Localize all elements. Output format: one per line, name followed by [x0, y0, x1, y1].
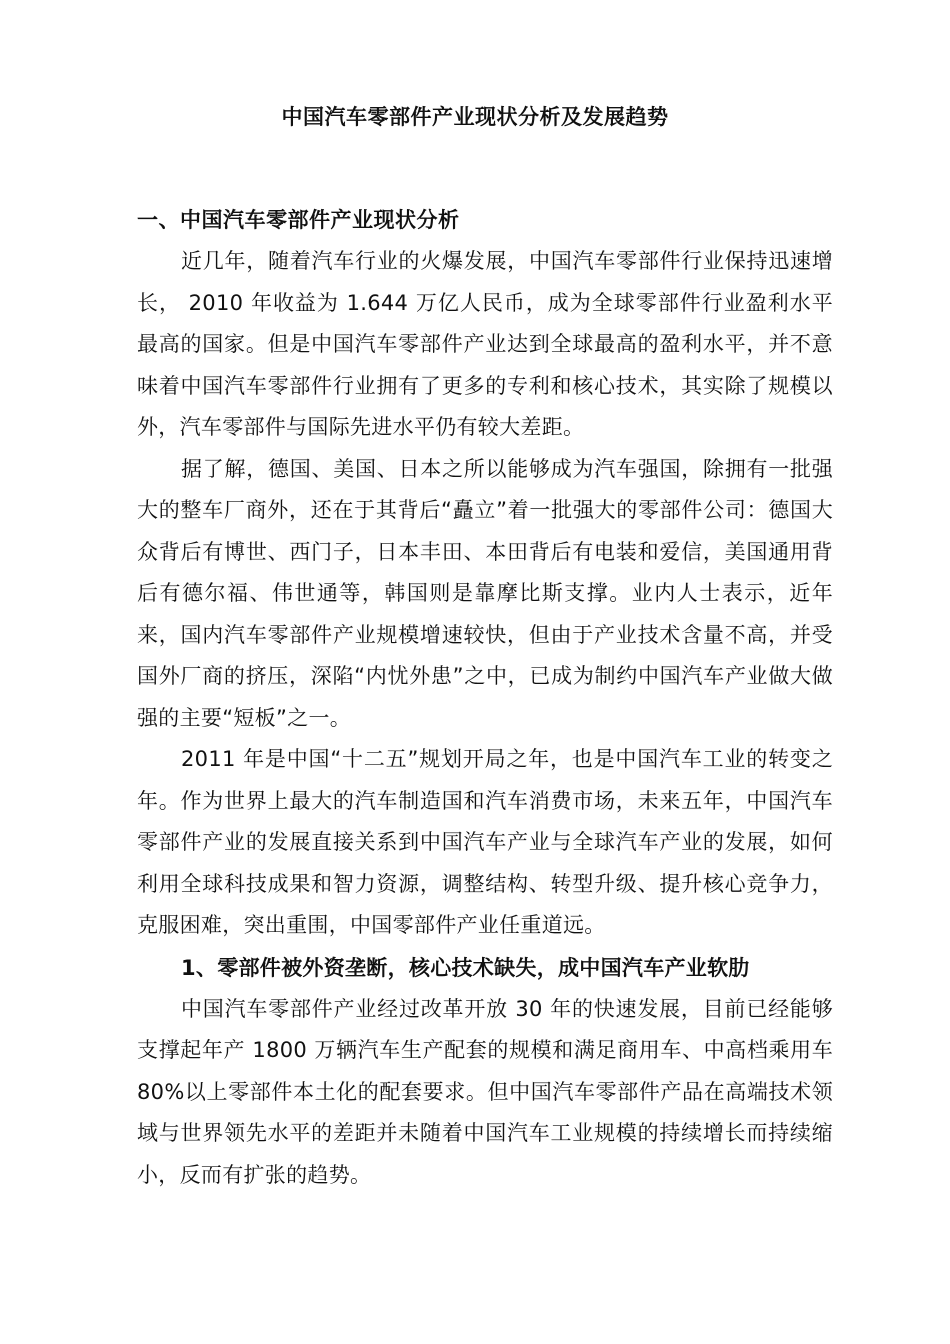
paragraph-2: 据了解，德国、美国、日本之所以能够成为汽车强国，除拥有一批强大的整车厂商外，还在于其背后“矗立”着一批强大的零部件公司：德国大众背后有博世、西门子，日本丰田、本田背后有电装和爱信，美国通用背后有德尔福、伟世通等，韩国则是靠摩比斯支撑。业内人士表示，近年来，国内汽车零部件产业规模增速较快，但由于产业技术含量不高，并受国外厂商的挤压，深陷“内忧外患”之中，已成为制约中国汽车产业做大做强的主要“短板”之一。 [137, 456, 833, 730]
section-heading: 一、中国汽车零部件产业现状分析 [137, 208, 460, 232]
paragraph-1: 近几年，随着汽车行业的火爆发展，中国汽车零部件行业保持迅速增长， 2010 年收益为 1.644 万亿人民币，成为全球零部件行业盈利水平最高的国家。但是中国汽车零部件产业达到全球最高的盈利水平，并不意味着中国汽车零部件行业拥有了更多的专利和核心技术，其实除了规模以外，汽车零部件与国际先进水平仍有较大差距。 [137, 249, 833, 439]
paragraph-4: 中国汽车零部件产业经过改革开放 30 年的快速发展，目前已经能够支撑起年产 1800 万辆汽车生产配套的规模和满足商用车、中高档乘用车 80%以上零部件本土化的配套要求。但中国汽车零部件产品在高端技术领域与世界领先水平的差距并未随着中国汽车工业规模的持续增长而持续缩小，反而有扩张的趋势。 [137, 996, 833, 1187]
document-title: 中国汽车零部件产业现状分析及发展趋势 [281, 105, 669, 129]
paragraph-3: 2011 年是中国“十二五”规划开局之年，也是中国汽车工业的转变之年。作为世界上最大的汽车制造国和汽车消费市场，未来五年，中国汽车零部件产业的发展直接关系到中国汽车产业与全球汽车产业的发展，如何利用全球科技成果和智力资源，调整结构、转型升级、提升核心竞争力，克服困难，突出重围，中国零部件产业任重道远。 [137, 747, 833, 937]
document-body [137, 199, 833, 1196]
subsection-heading: 1、零部件被外资垄断，核心技术缺失，成中国汽车产业软肋 [181, 955, 750, 980]
